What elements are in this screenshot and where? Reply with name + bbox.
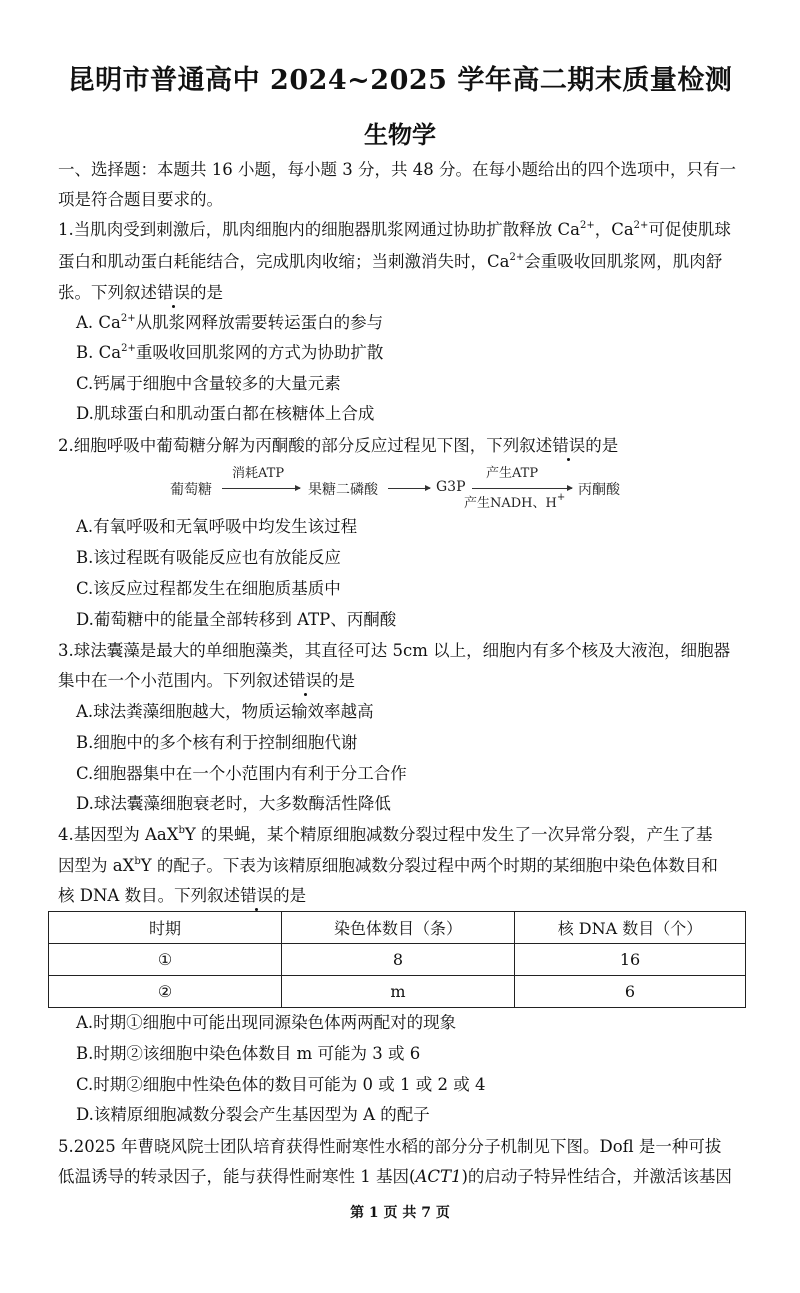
glycolysis-diagram: [160, 466, 640, 516]
q1-emphasis: 错误: [157, 283, 190, 302]
q3-option-a: A.球法粪藻细胞越大，物质运输效率越高: [76, 702, 374, 721]
q1-stem-line3: 张。下列叙述错误的是: [58, 283, 223, 302]
q3-stem-line1: 3.球法囊藻是最大的单细胞藻类，其直径可达 5cm 以上，细胞内有多个核及大液泡，细胞器: [58, 641, 731, 660]
table-cell: m: [282, 976, 515, 1008]
diagram-arrow3-bottom-label: 产生NADH、H+: [464, 492, 566, 511]
q2-option-c: C.该反应过程都发生在细胞质基质中: [76, 579, 341, 598]
table-cell: ①: [49, 944, 282, 976]
q2-emphasis: 错误: [552, 436, 586, 455]
subject-title: 生物学: [364, 120, 436, 149]
page-title: 昆明市普通高中 2024~2025 学年高二期末质量检测: [67, 65, 733, 96]
q3-option-d: D.球法囊藻细胞衰老时，大多数酶活性降低: [76, 794, 391, 813]
table-header-cell: 时期: [49, 912, 282, 944]
q1-stem-line1: 1.当肌肉受到刺激后，肌肉细胞内的细胞器肌浆网通过协助扩散释放 $Ca^{2+}$，$Ca^{2+}$可促使肌球: [58, 220, 731, 239]
table-cell: 16: [515, 944, 746, 976]
section-instruction-line1: 一、选择题：本题共 16 小题，每小题 3 分，共 48 分。在每小题给出的四个选项中，只有一: [58, 160, 736, 179]
diagram-arrow3-top-label: 产生ATP: [486, 466, 539, 481]
q1-stem-line2: 蛋白和肌动蛋白耗能结合，完成肌肉收缩；当刺激消失时，$Ca^{2+}$会重吸收回肌浆网，肌肉舒: [58, 252, 723, 271]
table-header-cell: 核 DNA 数目（个）: [515, 912, 746, 944]
table-cell: 8: [282, 944, 515, 976]
diagram-node-g3p: G3P: [436, 479, 466, 495]
section-instruction-line2: 项是符合题目要求的。: [58, 190, 223, 209]
diagram-node-glucose: 葡萄糖: [170, 482, 212, 498]
diagram-arrow3: [472, 488, 572, 489]
q1-option-c: C.钙属于细胞中含量较多的大量元素: [76, 374, 341, 393]
q1-option-b: B. $Ca^{2+}$重吸收回肌浆网的方式为协助扩散: [76, 343, 384, 362]
q4-stem-line3: 核 DNA 数目。下列叙述错误的是: [58, 886, 307, 905]
q3-stem-line2: 集中在一个小范围内。下列叙述错误的是: [58, 671, 355, 690]
table-header-cell: 染色体数目（条）: [282, 912, 515, 944]
diagram-arrow1-label: 消耗ATP: [232, 466, 285, 481]
table-row: [49, 976, 746, 1008]
diagram-node-pyruvate: 丙酮酸: [578, 482, 620, 498]
q4-stem-line2: 因型为 $aX^bY$ 的配子。下表为该精原细胞减数分裂过程中两个时期的某细胞中染色体数目和: [58, 856, 718, 875]
q2-option-a: A.有氧呼吸和无氧呼吸中均发生该过程: [76, 517, 358, 536]
q4-option-d: D.该精原细胞减数分裂会产生基因型为 A 的配子: [76, 1105, 430, 1124]
q1-option-a: A. $Ca^{2+}$从肌浆网释放需要转运蛋白的参与: [76, 313, 384, 332]
q4-option-c: C.时期②细胞中性染色体的数目可能为 0 或 1 或 2 或 4: [76, 1075, 486, 1094]
q4-option-a: A.时期①细胞中可能出现同源染色体两两配对的现象: [76, 1013, 457, 1032]
q5-stem-line2: 低温诱导的转录因子，能与获得性耐寒性 1 基因(ACT1)的启动子特异性结合，并激活该基因: [58, 1167, 732, 1186]
table-cell: 6: [515, 976, 746, 1008]
q3-emphasis: 错误: [289, 671, 322, 690]
q3-option-b: B.细胞中的多个核有利于控制细胞代谢: [76, 733, 358, 752]
page-number: 第 1 页 共 7 页: [350, 1205, 450, 1221]
table-row: [49, 944, 746, 976]
diagram-node-fbp: 果糖二磷酸: [308, 482, 378, 498]
q2-option-d: D.葡萄糖中的能量全部转移到 ATP、丙酮酸: [76, 610, 397, 629]
q2-option-b: B.该过程既有吸能反应也有放能反应: [76, 548, 341, 567]
table-header-row: [49, 912, 746, 944]
q4-option-b: B.时期②该细胞中染色体数目 m 可能为 3 或 6: [76, 1044, 421, 1063]
diagram-arrow1: [222, 488, 300, 489]
q4-emphasis: 错误: [240, 886, 274, 905]
q4-data-table: [48, 911, 746, 1008]
q3-option-c: C.细胞器集中在一个小范围内有利于分工合作: [76, 764, 407, 783]
gene-name: ACT1: [415, 1167, 462, 1186]
table-cell: ②: [49, 976, 282, 1008]
q4-stem-line1: 4.基因型为 AaX$^b$Y 的果蝇，某个精原细胞减数分裂过程中发生了一次异常分裂，产生了基: [58, 825, 713, 844]
q1-option-d: D.肌球蛋白和肌动蛋白都在核糖体上合成: [76, 404, 375, 423]
q5-stem-line1: 5.2025 年曹晓风院士团队培育获得性耐寒性水稻的部分分子机制见下图。Dofl 是一种可拔: [58, 1137, 722, 1156]
q2-stem: 2.细胞呼吸中葡萄糖分解为丙酮酸的部分反应过程见下图，下列叙述错误的是: [58, 436, 619, 455]
diagram-arrow2: [388, 488, 430, 489]
